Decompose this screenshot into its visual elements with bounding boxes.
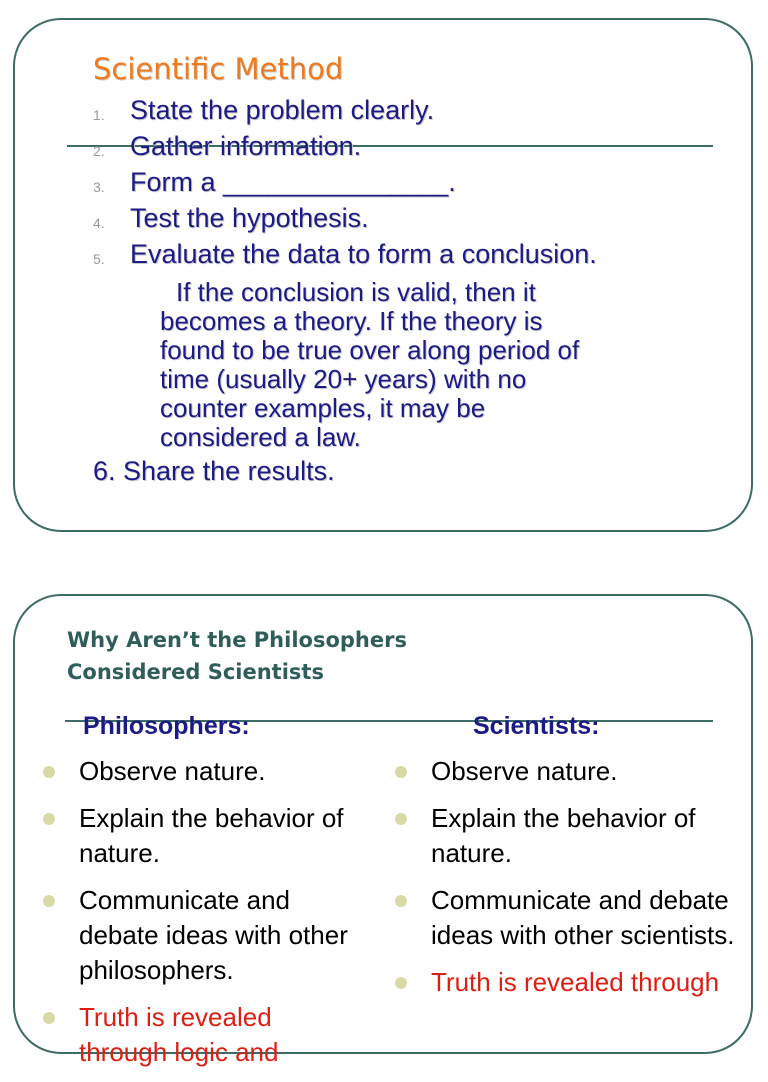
bullet-icon [43, 813, 55, 825]
list-item [35, 1000, 355, 1070]
step-text: Gather information. [130, 131, 362, 161]
bullet-icon [395, 977, 407, 989]
bullet-icon [43, 766, 55, 778]
step-number: 2. [93, 143, 105, 159]
note-line: found to be true over along period of [160, 335, 580, 365]
scientists-list [387, 754, 737, 1012]
list-item-text: Explain the behavior of nature. [79, 803, 344, 868]
list-item-text: Observe nature. [79, 756, 266, 786]
list-item-text: Explain the behavior of nature. [431, 803, 696, 868]
note-line: If the conclusion is valid, then it [176, 277, 536, 307]
note-line: becomes a theory. If the theory is [160, 306, 543, 336]
list-item [387, 965, 737, 1000]
slide-scientific-method [13, 18, 753, 532]
bullet-icon [395, 766, 407, 778]
step-number: 3. [93, 179, 105, 195]
slide-title [67, 624, 407, 688]
title-line: Considered Scientists [67, 660, 324, 684]
bullet-icon [43, 895, 55, 907]
step-number: 4. [93, 215, 105, 231]
note-line: counter examples, it may be [160, 393, 486, 423]
list-item-text: Communicate and debate ideas with other scientists. [431, 885, 735, 950]
list-item [387, 801, 737, 871]
note-line: considered a law. [160, 422, 361, 452]
note-line: time (usually 20+ years) with no [160, 364, 527, 394]
bullet-icon [395, 895, 407, 907]
scientists-heading: Scientists: [473, 712, 600, 740]
list-item [35, 754, 355, 789]
bullet-icon [43, 1012, 55, 1024]
list-item-text: Truth is revealed through logic and [79, 1002, 279, 1067]
list-item-text: Observe nature. [431, 756, 618, 786]
list-item-text: Communicate and debate ideas with other philosophers. [79, 885, 348, 985]
step-number: 1. [93, 107, 105, 123]
list-item [35, 801, 355, 871]
step-text: Test the hypothesis. [130, 203, 369, 233]
list-item [35, 883, 355, 988]
step-text: Evaluate the data to form a conclusion. [130, 239, 597, 269]
slide-title: Scientific Method [93, 52, 344, 86]
philosophers-list [35, 754, 355, 1082]
list-item [387, 754, 737, 789]
list-item [387, 883, 737, 953]
step-number: 5. [93, 251, 105, 267]
share-results-step: 6. Share the results. [93, 456, 335, 486]
title-line: Why Aren’t the Philosophers [67, 628, 407, 652]
bullet-icon [395, 813, 407, 825]
step-text: Form a _______________. [130, 167, 456, 197]
list-item-text: Truth is revealed through [431, 967, 720, 997]
philosophers-heading: Philosophers: [83, 712, 250, 740]
conclusion-note [160, 278, 720, 452]
step-text: State the problem clearly. [130, 95, 435, 125]
slide-philosophers-vs-scientists [13, 594, 753, 1067]
